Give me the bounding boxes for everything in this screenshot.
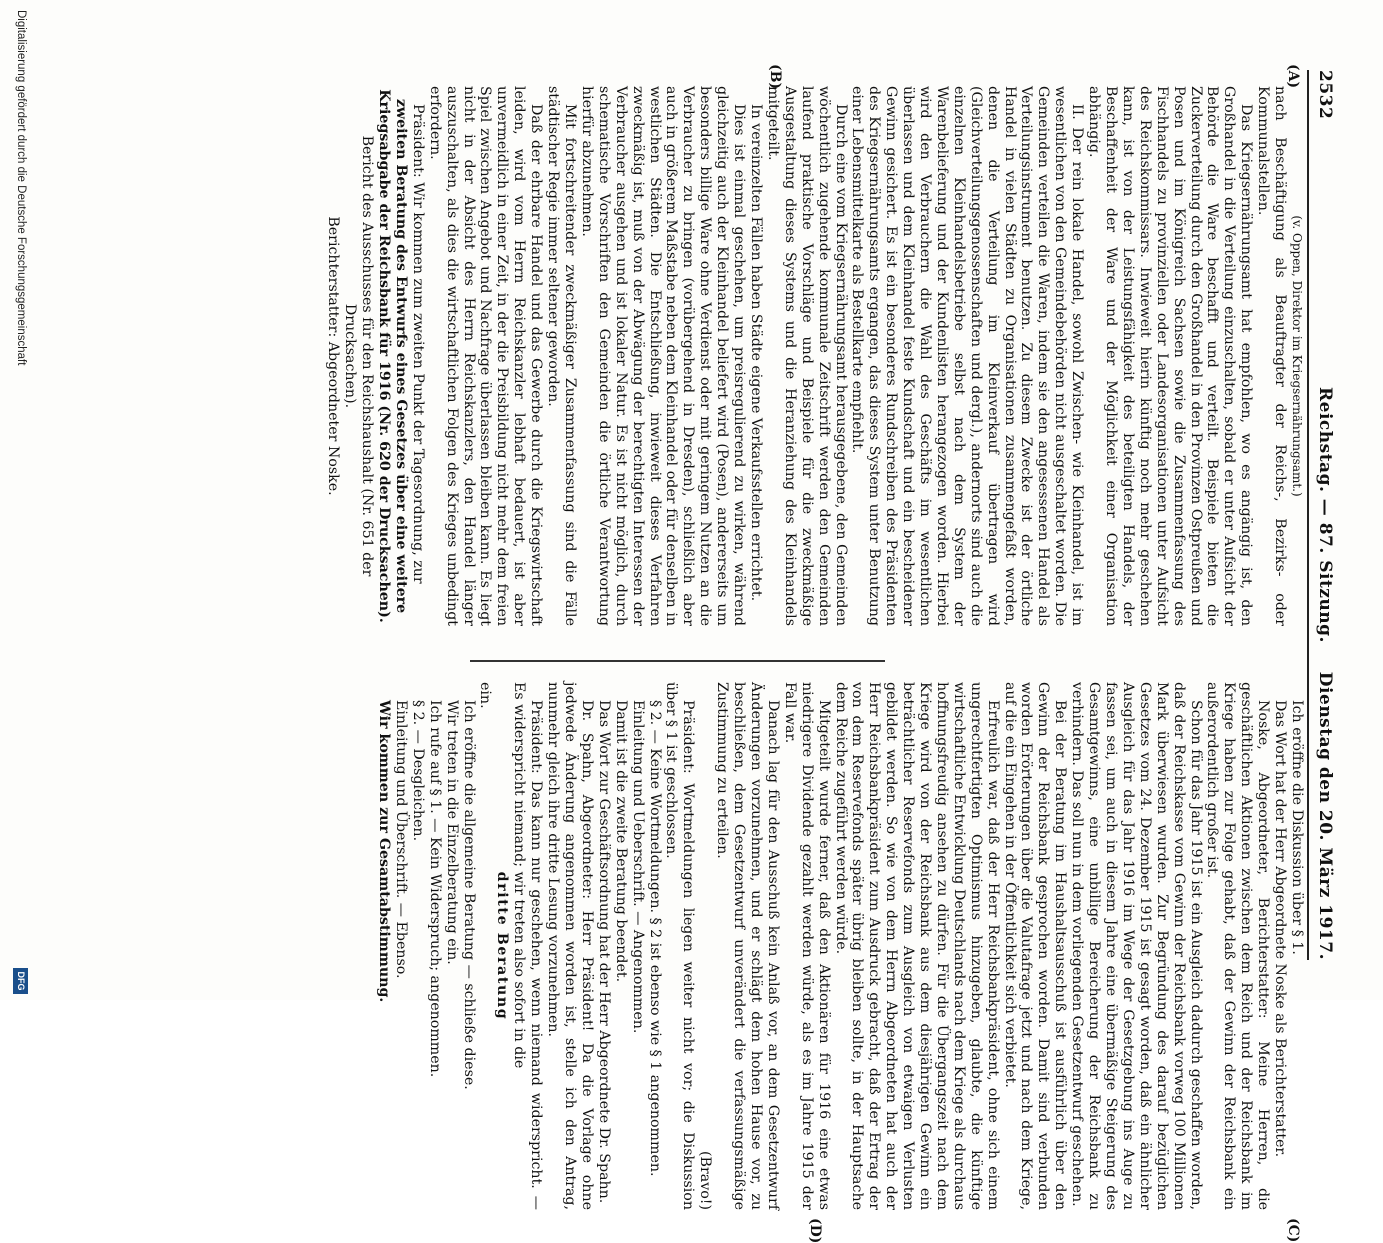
- paragraph: § 2. — Desgleichen.: [409, 700, 426, 842]
- page-title: Reichstag. — 87. Sitzung.: [1315, 387, 1335, 643]
- paragraph: Ich eröffne die Diskussion über § 1.: [1289, 700, 1305, 955]
- paragraph: Ich eröffne die allgemeine Beratung — schließe diese.: [460, 700, 477, 1090]
- dfg-logo-icon: DFG: [13, 968, 28, 994]
- paragraph: § 2. — Keine Wortmeldungen. § 2 ist ebenso wie § 1 angenommen.: [646, 700, 663, 1177]
- section-heading: dritte Beratung: [494, 871, 511, 1021]
- header-rule: [1307, 70, 1309, 960]
- margin-mark-c: (C): [1285, 1218, 1301, 1243]
- speaker-note: (v. Oppen, Direktor im Kriegsernährungsamt.): [1290, 215, 1304, 497]
- paragraph: Präsident: Wir kommen zum zweiten Punkt der Tagesordnung, zur: [409, 104, 426, 584]
- paragraph: Durch eine vom Kriegsernährungsamt herausgegebene, den Gemeinden wöchentlich zugehende kommunale Zeitschrift werden den Gemeinden laufend praktische Vorschläge und Beispiele für die zweckmäßige Ausgestaltung dieses Systems und die Heranziehung des Kleinhandels mitgeteilt.: [764, 86, 849, 626]
- paragraph: In vereinzelten Fällen haben Städte eigene Verkaufsstellen errichtet.: [748, 104, 764, 602]
- paragraph: Danach lag für den Ausschuß kein Anlaß vor, an dem Gesetzentwurf Änderungen vorzunehmen, und er schlägt dem hohen Hause vor, zu beschließen, dem Gesetzentwurf unverändert die verfassungsmäßige Zustimmung zu erteilen.: [714, 682, 781, 1210]
- report-reference: Bericht des Ausschusses für den Reichshaushalt (Nr. 651 der Drucksachen).: [342, 135, 376, 577]
- paragraph: Einleitung und Ueberschrift. — Angenommen.: [629, 700, 646, 1034]
- paragraph: Ich rufe auf § 1. — Kein Widerspruch; angenommen.: [426, 700, 443, 1078]
- left-column: [325, 86, 1305, 626]
- agenda-heading: zweiten Beratung des Entwurfs eines Gesetzes über eine weitere Kriegsabgabe der Reichsbank für 1916 (Nr. 620 der Drucksachen).: [376, 89, 409, 623]
- paragraph: Einleitung und Überschrift. — Ebenso.: [392, 700, 409, 979]
- rapporteur: Berichterstatter: Abgeordneter Noske.: [325, 216, 342, 496]
- interjection: (Bravo!): [697, 1151, 714, 1210]
- paragraph: Präsident: Das kann nur geschehen, wenn niemand widerspricht. — Es widerspricht niemand; wir treten also sofort in die: [511, 682, 545, 1210]
- paragraph: Noske, Abgeordneter, Berichterstatter: Meine Herren, die geschäftlichen Aktionen zwischen dem Reich und der Reichsbank im Kriege haben zur Folge gehabt, daß der Gewinn der Reichsbank ein außerordentlich großer ist.: [1204, 682, 1272, 1210]
- paragraph: II. Der rein lokale Handel, sowohl Zwischen- wie Kleinhandel, ist im wesentlichen von den Gemeindebehörden nicht ausgeschaltet worden. Die Gemeinden verteilen die Waren, indem sie den angesessenen Handel als Verteilungsinstrument benutzen. Zu diesem Zwecke ist der örtliche Handel in vielen Städten zu Organisationen zusammengefaßt worden, denen die Verteilung im Kleinverkauf übertragen wird (Gleichverteilungsgenossenschaften und dergl.), andernorts sind auch die einzelnen Kleinhandelsbetriebe selbst nach dem System der Warenbelieferung und der Kundenlisten herangezogen worden. Hierbei wird den Verbrauchern die Wahl des Geschäfts im wesentlichen überlassen und dem Kleinhandel feste Kundschaft und ein bescheidener Gewinn gesichert. Es ist ein besonderes Rundschreiben des Präsidenten des Kriegsernährungsamts ergangen, das dieses System unter Benutzung einer Lebensmittelkarte als Bestellkarte empfiehlt.: [849, 86, 1086, 626]
- paragraph: Mitgeteilt wurde ferner, daß den Aktionären für 1916 eine etwas niedrigere Dividende gezahlt werden würde, als es im Jahre 1915 der Fall war.: [781, 682, 832, 1210]
- paragraph: Wir treten in die Einzelberatung ein.: [443, 700, 460, 965]
- paragraph: Bei der Beratung im Haushaltsausschuß ist ausführlich über den Gewinn der Reichsbank gesprochen worden. Damit sind verbunden worden Erörterungen über die Valutafrage jetzt und nach dem Kriege, auf die ein Eingehen in der Öffentlichkeit sich verbietet.: [1001, 682, 1069, 1210]
- paragraph: Dies ist einmal geschehen, um preisregulierend zu wirken, während gleichzeitig auch der Kleinhandel beliefert wird (Posen), andererseits um besonders billige Ware ohne Verdienst oder mit geringem Nutzen an die Verbraucher zu bringen (vorübergehend in Dresden), schließlich aber auch in größerem Maßstabe neben dem Kleinhandel oder für denselben in westlichen Städten. Die Entschließung, inwieweit dieses Verfahren zweckmäßig ist, muß von der Abwägung der berechtigten Interessen der Verbraucher ausgehen und ist lokaler Natur. Es ist nicht möglich, durch schematische Vorschriften den Gemeinden die örtliche Verantwortung hierfür abzunehmen.: [578, 86, 748, 626]
- paragraph: Dr. Spahn, Abgeordneter: Herr Präsident! Da die Vorlage ohne jedwede Änderung angenommen worden ist, stelle ich den Antrag, nunmehr gleich ihre dritte Lesung vorzunehmen.: [545, 682, 595, 1210]
- page-header: [1313, 70, 1335, 960]
- margin-mark-d: (D): [807, 1218, 823, 1243]
- margin-mark-a: (A): [1285, 64, 1301, 89]
- paragraph: nach Beschäftigung als Beauftragter der Reichs-, Bezirks- oder Kommunalstellen.: [1255, 86, 1289, 626]
- paragraph: Das Wort hat der Herr Abgeordnete Noske als Berichterstatter.: [1272, 700, 1289, 1158]
- digitization-footer: [7, 0, 31, 1000]
- paragraph: Erfreulich war, daß der Herr Reichsbankpräsident, ohne sich einem ungerechtfertigten Optimismus hinzugeben, glaubte, die künftige wirtschaftliche Entwicklung Deutschlands nach dem Kriege als durchaus hoffnungsfreudig ansehen zu dürfen. Für die Übergangszeit nach dem Kriege wird von der Reichsbank aus dem diesjährigen Gewinn ein beträchtlicher Reservefonds zum Ausgleich von etwaigen Verlusten gebildet werden. So wie von dem Herrn Abgeordneten hat auch der Herr Reichsbankpräsident zum Ausdruck gebracht, daß der Ertrag der von dem Reservefonds später übrig bleiben sollte, in der Hauptsache dem Reiche zugeführt werden würde.: [832, 682, 1001, 1210]
- paragraph: Schon für das Jahr 1915 ist ein Ausgleich dadurch geschaffen worden, daß der Reichskasse vom Gewinn der Reichsbank vorweg 100 Millionen Mark überwiesen wurden. Zur Begründung des darauf bezüglichen Gesetzes vom 24. Dezember 1915 ist gesagt worden, daß ein ähnlicher Ausgleich für das Jahr 1916 im Wege der Gesetzgebung ins Auge zu fassen sei, um auch in diesem Jahre eine übermäßige Steigerung des Gesamtgewinns, eine unbillige Bereicherung der Reichsbank zu verhindern. Das soll nun in dem vorliegenden Gesetzentwurf geschehen.: [1069, 682, 1204, 1210]
- column-divider: [470, 660, 885, 662]
- session-date: Dienstag den 20. März 1917.: [1315, 671, 1335, 960]
- paragraph: Damit ist die zweite Beratung beendet.: [612, 700, 629, 983]
- paragraph: ein.: [477, 682, 494, 709]
- page-number: 2532: [1315, 70, 1335, 120]
- paragraph: Wir kommen zur Gesamtabstimmung.: [376, 700, 393, 1003]
- paragraph: Daß der ehrbare Handel und das Gewerbe durch die Kriegswirtschaft leiden, wird vom Herrn Reichskanzler lebhaft bedauert, ist aber unvermeidlich in einer Zeit, in der die Preisbildung nicht mehr dem freien Spiel zwischen Angebot und Nachfrage überlassen bleiben kann. Es liegt nicht in der Absicht des Herrn Reichskanzlers, den Handel länger auszuschalten, als dies die wirtschaftlichen Folgen des Krieges unbedingt erfordern.: [426, 86, 545, 626]
- paragraph: Mit fortschreitender zweckmäßiger Zusammenfassung sind die Fälle städtischer Regie immer seltener geworden.: [545, 86, 579, 626]
- paragraph: Das Wort zur Geschäftsordnung hat der Herr Abgeordnete Dr. Spahn.: [595, 700, 612, 1204]
- footer-text: Digitalisierung gefördert durch die Deutsche Forschungsgemeinschaft: [15, 10, 27, 366]
- paragraph: Das Kriegsernährungsamt hat empfohlen, wo es angängig ist, den Großhandel in die Verteilung einzuschalten, sobald er unter Aufsicht der Behörde die Ware beschafft und verteilt. Beispiele bieten die Zuckerverteilung durch den Großhandel in den Provinzen Ostpreußen und Posen und im Königreich Sachsen sowie die Zusammenfassung des Fischhandels zu provinziellen oder Landesorganisationen unter Aufsicht des Reichskommissars. Inwieweit hierin künftig noch mehr geschehen kann, ist von der Leistungsfähigkeit des beteiligten Handels, der Beschaffenheit der Ware und der Möglichkeit einer Organisation abhängig.: [1086, 86, 1255, 626]
- right-column: [376, 682, 1305, 1210]
- paragraph: Präsident: Wortmeldungen liegen weiter nicht vor; die Diskussion über § 1 ist geschlossen.: [663, 682, 697, 1210]
- margin-mark-b: (B): [767, 64, 783, 90]
